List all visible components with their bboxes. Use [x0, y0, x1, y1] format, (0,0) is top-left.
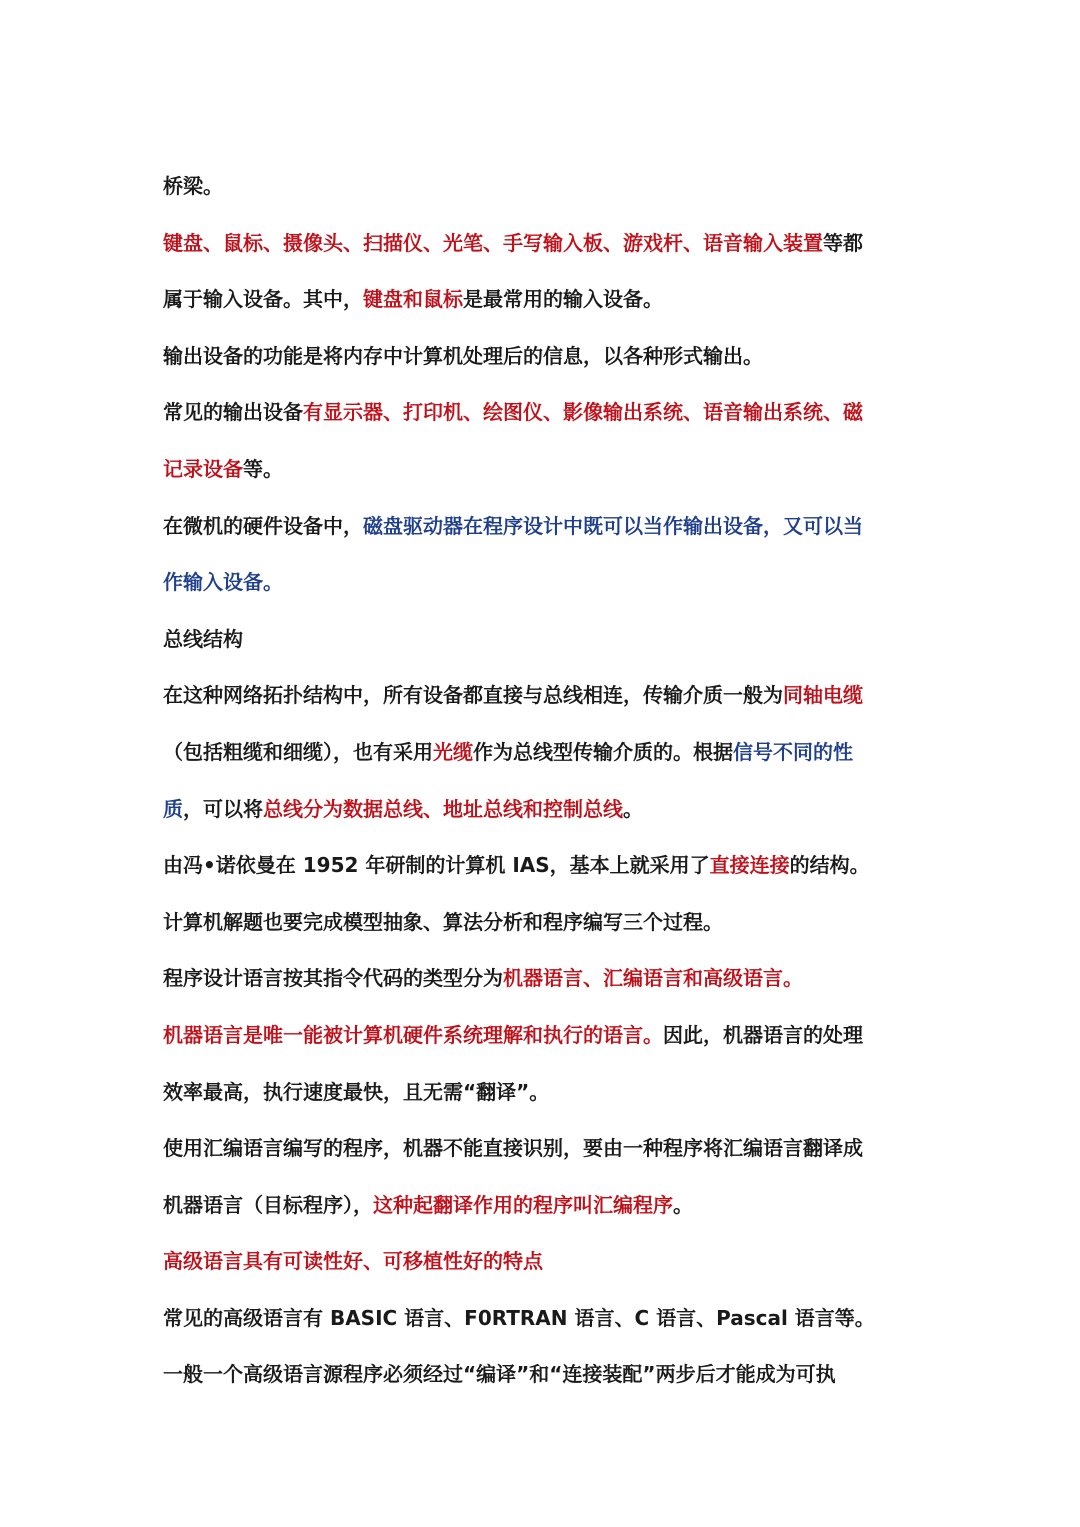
- text-segment: 。: [623, 796, 643, 821]
- text-line: [163, 441, 923, 498]
- highlighted-text-segment: 磁盘驱动器在程序设计中既可以当作输出设备，又可以当: [363, 513, 863, 538]
- highlighted-text-segment: 键盘和鼠标: [363, 287, 463, 312]
- text-line: [163, 950, 923, 1007]
- text-line: [163, 384, 923, 441]
- text-line: [163, 554, 923, 611]
- text-line: [163, 611, 923, 668]
- text-segment: 在这种网络拓扑结构中，所有设备都直接与总线相连，传输介质一般为: [163, 683, 783, 708]
- highlighted-text-segment: 记录设备: [163, 456, 243, 481]
- text-segment: 由冯•诺依曼在 1952 年研制的计算机 IAS，基本上就采用了: [163, 853, 710, 878]
- highlighted-text-segment: 有显示器、打印机、绘图仪、影像输出系统、语音输出系统、磁: [303, 400, 863, 425]
- highlighted-text-segment: 高级语言具有可读性好、可移植性好的特点: [163, 1249, 543, 1274]
- highlighted-text-segment: 光缆: [433, 739, 473, 764]
- text-segment: 作为总线型传输介质的。根据: [473, 739, 733, 764]
- text-line: [163, 1346, 923, 1403]
- text-segment: 在微机的硬件设备中，: [163, 513, 363, 538]
- text-segment: 的结构。: [789, 853, 870, 878]
- text-segment: 等都: [823, 230, 863, 255]
- highlighted-text-segment: 总线分为数据总线、地址总线和控制总线: [263, 796, 623, 821]
- text-segment: 计算机解题也要完成模型抽象、算法分析和程序编写三个过程。: [163, 909, 723, 934]
- text-segment: 常见的输出设备: [163, 400, 303, 425]
- text-line: [163, 1177, 923, 1234]
- highlighted-text-segment: 直接连接: [709, 853, 790, 878]
- text-segment: 等。: [243, 456, 283, 481]
- text-line: [163, 215, 923, 272]
- text-line: [163, 271, 923, 328]
- text-line: [163, 1120, 923, 1177]
- text-segment: 使用汇编语言编写的程序，机器不能直接识别，要由一种程序将汇编语言翻译成: [163, 1136, 863, 1161]
- text-segment: 输出设备的功能是将内存中计算机处理后的信息，以各种形式输出。: [163, 343, 763, 368]
- text-segment: 属于输入设备。其中，: [163, 287, 363, 312]
- text-line: [163, 158, 923, 215]
- text-line: [163, 837, 923, 894]
- text-segment: 总线结构: [163, 626, 243, 651]
- text-segment: 是最常用的输入设备。: [463, 287, 663, 312]
- text-line: [163, 1290, 923, 1347]
- text-segment: （包括粗缆和细缆），也有采用: [163, 739, 433, 764]
- text-line: [163, 498, 923, 555]
- text-segment: 机器语言（目标程序），: [163, 1192, 373, 1217]
- text-segment: ，可以将: [183, 796, 263, 821]
- text-line: [163, 724, 923, 781]
- text-segment: 。: [673, 1192, 693, 1217]
- text-segment: 因此，机器语言的处理: [663, 1022, 863, 1047]
- text-segment: 效率最高，执行速度最快，且无需“翻译”。: [163, 1079, 550, 1104]
- highlighted-text-segment: 作输入设备。: [163, 570, 283, 595]
- highlighted-text-segment: 机器语言是唯一能被计算机硬件系统理解和执行的语言。: [163, 1022, 663, 1047]
- text-line: [163, 667, 923, 724]
- highlighted-text-segment: 信号不同的性: [733, 739, 853, 764]
- highlighted-text-segment: 机器语言、汇编语言和高级语言。: [503, 966, 803, 991]
- text-line: [163, 1007, 923, 1064]
- text-line: [163, 1064, 923, 1121]
- text-segment: 一般一个高级语言源程序必须经过“编译”和“连接装配”两步后才能成为可执: [163, 1362, 836, 1387]
- highlighted-text-segment: 同轴电缆: [783, 683, 863, 708]
- highlighted-text-segment: 质: [163, 796, 183, 821]
- text-segment: 常见的高级语言有 BASIC 语言、F0RTRAN 语言、C 语言、Pascal 语言等。: [163, 1305, 875, 1330]
- text-segment: 桥梁。: [163, 174, 223, 198]
- text-line: [163, 328, 923, 385]
- highlighted-text-segment: 键盘、鼠标、摄像头、扫描仪、光笔、手写输入板、游戏杆、语音输入装置: [163, 230, 823, 255]
- text-line: [163, 1233, 923, 1290]
- text-line: [163, 894, 923, 951]
- highlighted-text-segment: 这种起翻译作用的程序叫汇编程序: [373, 1192, 673, 1217]
- text-line: [163, 781, 923, 838]
- document-body: [163, 158, 923, 1403]
- text-segment: 程序设计语言按其指令代码的类型分为: [163, 966, 503, 991]
